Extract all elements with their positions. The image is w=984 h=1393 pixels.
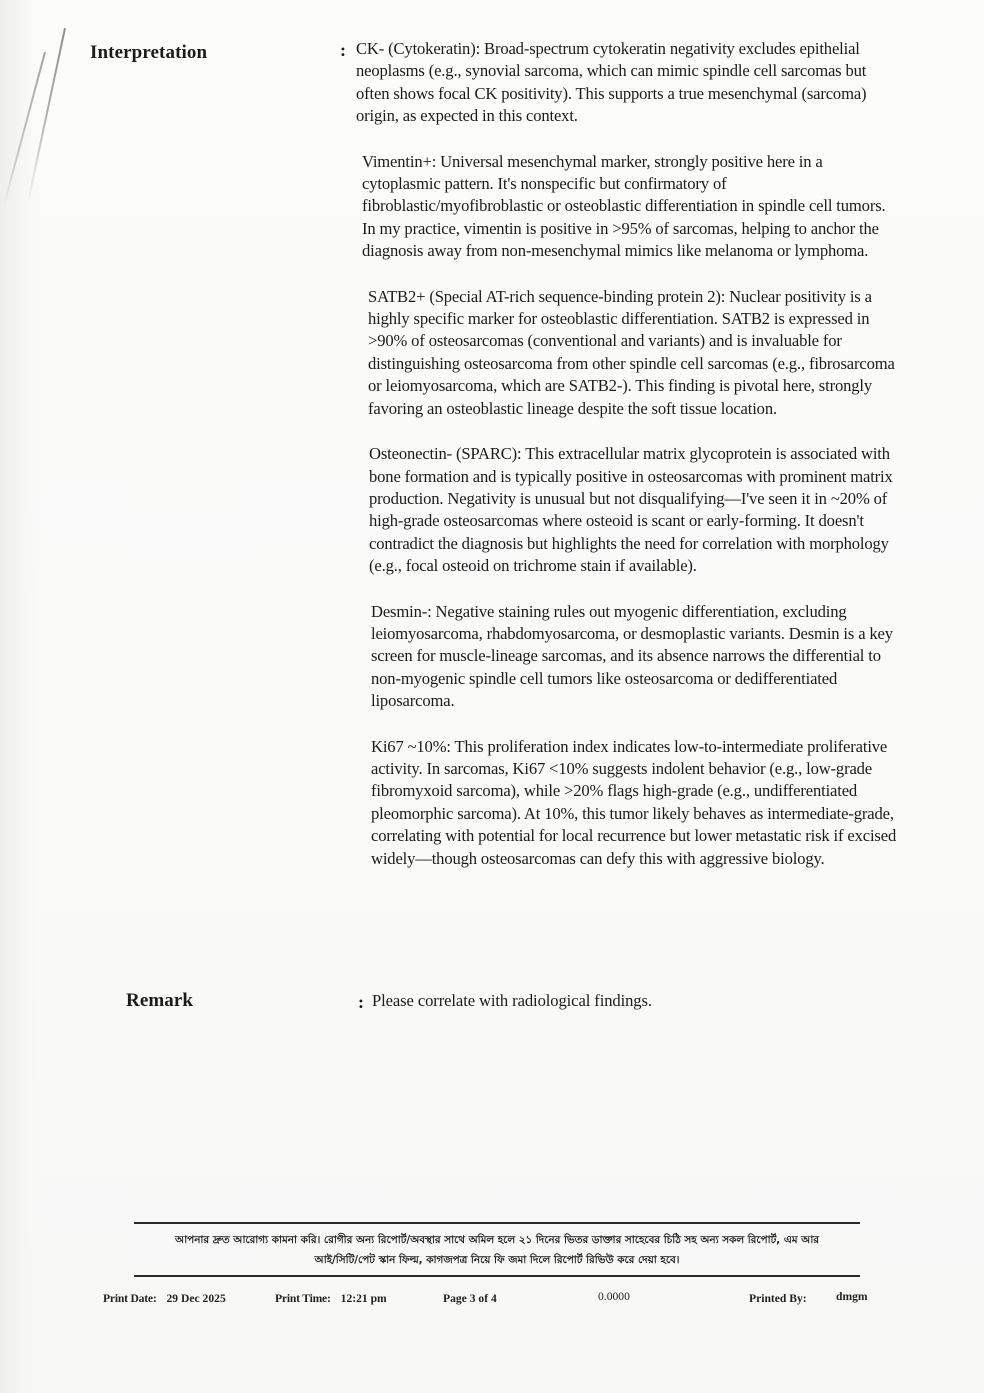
printed-by-value: dmgm	[836, 1290, 868, 1303]
scan-edge-shadow	[0, 0, 40, 1393]
print-time	[275, 1292, 387, 1305]
remark-text: Please correlate with radiological findings.	[372, 991, 652, 1010]
interpretation-paragraph-desmin: Desmin-: Negative staining rules out myogenic differentiation, excluding leiomyosarcoma, rhabdomyosarcoma, or desmoplastic variants. Desmin is a key screen for muscle-lineage sarcomas, and its absence narrows the differential to non-myogenic spindle cell tumors like osteosarcoma or dedifferentiated liposarcoma.	[371, 601, 893, 711]
printed-by-label: Printed By:	[749, 1292, 807, 1305]
print-date	[103, 1292, 226, 1305]
remark-label: Remark	[126, 990, 194, 1011]
interpretation-paragraph-ki67: Ki67 ~10%: This proliferation index indicates low-to-intermediate proliferative activity. In sarcomas, Ki67 <10% suggests indolent behavior (e.g., low-grade fibromyxoid sarcoma), while >20% flags high-grade (e.g., undifferentiated pleomorphic sarcoma). At 10%, this tumor likely behaves as intermediate-grade, correlating with potential for local recurrence but lower metastatic risk if excised widely—though osteosarcomas can defy this with aggressive biology.	[371, 736, 897, 868]
interpretation-body	[356, 38, 902, 870]
print-date-value: 29 Dec 2025	[166, 1292, 226, 1305]
print-date-label: Print Date:	[103, 1292, 157, 1305]
print-time-label: Print Time:	[275, 1292, 331, 1305]
interpretation-label: Interpretation	[90, 42, 208, 63]
footer-top-divider	[134, 1222, 860, 1224]
interpretation-paragraph-vimentin: Vimentin+: Universal mesenchymal marker, strongly positive here in a cytoplasmic pattern. It's nonspecific but confirmatory of fibroblastic/myofibroblastic or osteoblastic differentiation in spindle cell tumors. In my practice, vimentin is positive in >95% of sarcomas, helping to anchor the diagnosis away from non-mesenchymal mimics like melanoma or lymphoma.	[362, 151, 886, 261]
review-notice-line-2: আই/সিটি/পেট স্কান ফিল্ম, কাগজপত্র নিয়ে ফি জমা দিলে রিপোর্ট রিভিউ করে দেয়া হবে।	[314, 1254, 680, 1266]
interpretation-paragraph-osteonectin: Osteonectin- (SPARC): This extracellular matrix glycoprotein is associated with bone formation and is typically positive in osteosarcomas with prominent matrix production. Negativity is unusual but not disqualifying—I've seen it in ~20% of high-grade osteosarcomas where osteoid is scant or early-forming. It doesn't contradict the diagnosis but highlights the need for correlation with morphology (e.g., focal osteoid on trichrome stain if available).	[369, 444, 893, 576]
interpretation-paragraph-ck: CK- (Cytokeratin): Broad-spectrum cytokeratin negativity excludes epithelial neoplasms (e.g., synovial sarcoma, which can mimic spindle cell sarcomas but often shows focal CK positivity). This supports a true mesenchymal (sarcoma) origin, as expected in this context.	[356, 39, 867, 126]
interpretation-paragraph-satb2: SATB2+ (Special AT-rich sequence-binding protein 2): Nuclear positivity is a highly specific marker for osteoblastic differentiation. SATB2 is expressed in >90% of osteosarcomas (conventional and variants) and is invaluable for distinguishing osteosarcoma from other spindle cell sarcomas (e.g., fibrosarcoma or leiomyosarcoma, which are SATB2-). This finding is pivotal here, strongly favoring an osteoblastic lineage despite the soft tissue location.	[368, 286, 895, 418]
review-notice	[134, 1230, 860, 1270]
review-notice-line-1: আপনার দ্রুত আরোগ্য কামনা করি। রোগীর অন্য রিপোর্ট/অবস্থার সাথে অমিল হলে ২১ দিনের ভিতর ডাক্তার সাহেবের চিঠি সহ অন্য সকল রিপোর্ট, এম আর	[175, 1234, 819, 1246]
interpretation-colon: :	[340, 40, 346, 60]
print-time-value: 12:21 pm	[340, 1292, 387, 1305]
page-number: Page 3 of 4	[443, 1292, 497, 1305]
amount-value: 0.0000	[598, 1290, 630, 1303]
remark-colon: :	[358, 992, 364, 1012]
footer-bottom-divider	[134, 1275, 860, 1277]
